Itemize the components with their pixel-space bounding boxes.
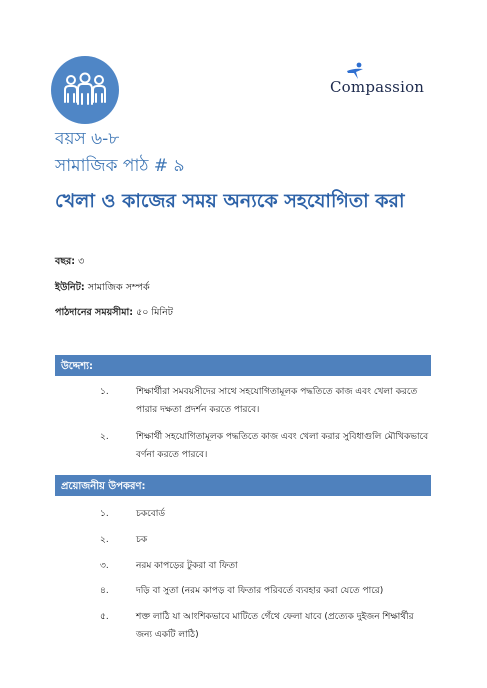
compassion-logo	[330, 62, 440, 102]
age-range: বয়স ৬-৮	[55, 129, 120, 149]
lesson-title: খেলা ও কাজের সময় অন্যকে সহযোগিতা করা	[55, 190, 405, 212]
list-number: ৫.	[100, 612, 109, 622]
meta-unit	[55, 281, 150, 296]
meta-unit-value: সামাজিক সম্পর্ক	[87, 282, 150, 293]
list-text: শিক্ষার্থীরা সমবয়সীদের সাথে সহযোগিতামূলক পদ্ধতিতে কাজ এবং খেলা করতে পারার দক্ষতা প্রদর্শন করতে পারবে।	[136, 387, 418, 415]
brand-name: Compassion	[330, 78, 425, 96]
objectives-heading: উদ্দেশ্য:	[55, 355, 431, 376]
lesson-number: সামাজিক পাঠ # ৯	[55, 156, 185, 176]
list-text: নরম কাপড়ের টুকরা বা ফিতা	[136, 561, 238, 571]
meta-unit-label: ইউনিট:	[55, 282, 85, 293]
meta-year	[55, 255, 84, 270]
children-group-icon	[51, 56, 119, 124]
meta-year-label: বছর:	[55, 256, 76, 267]
meta-year-value: ৩	[78, 256, 85, 267]
list-text: চক	[136, 535, 148, 545]
meta-time-label: পাঠদানের সময়সীমা:	[55, 307, 134, 318]
list-text: চকবোর্ড	[136, 509, 166, 519]
materials-heading: প্রয়োজনীয় উপকরণ:	[55, 475, 431, 496]
list-text: দড়ি বা সুতা (নরম কাপড় বা ফিতার পরিবর্তে ব্যবহার করা যেতে পারে)	[136, 586, 384, 596]
meta-time	[55, 306, 173, 321]
list-number: ১.	[100, 387, 109, 397]
list-text: শিক্ষার্থী সহযোগিতামূলক পদ্ধতিতে কাজ এবং খেলা করার সুবিধাগুলি মৌখিকভাবে বর্ণনা করতে পারবে।	[136, 432, 429, 460]
list-number: ১.	[100, 509, 109, 519]
meta-time-value: ৫০ মিনিট	[136, 307, 173, 318]
list-number: ৩.	[100, 561, 109, 571]
list-number: ৪.	[100, 586, 109, 596]
list-number: ২.	[100, 432, 109, 442]
list-number: ২.	[100, 535, 109, 545]
list-text: শক্ত লাঠি যা আংশিকভাবে মাটিতে গেঁথে ফেলা যাবে (প্রত্যেক দুইজন শিক্ষার্থীর জন্য একটি লাঠি)	[136, 612, 414, 640]
